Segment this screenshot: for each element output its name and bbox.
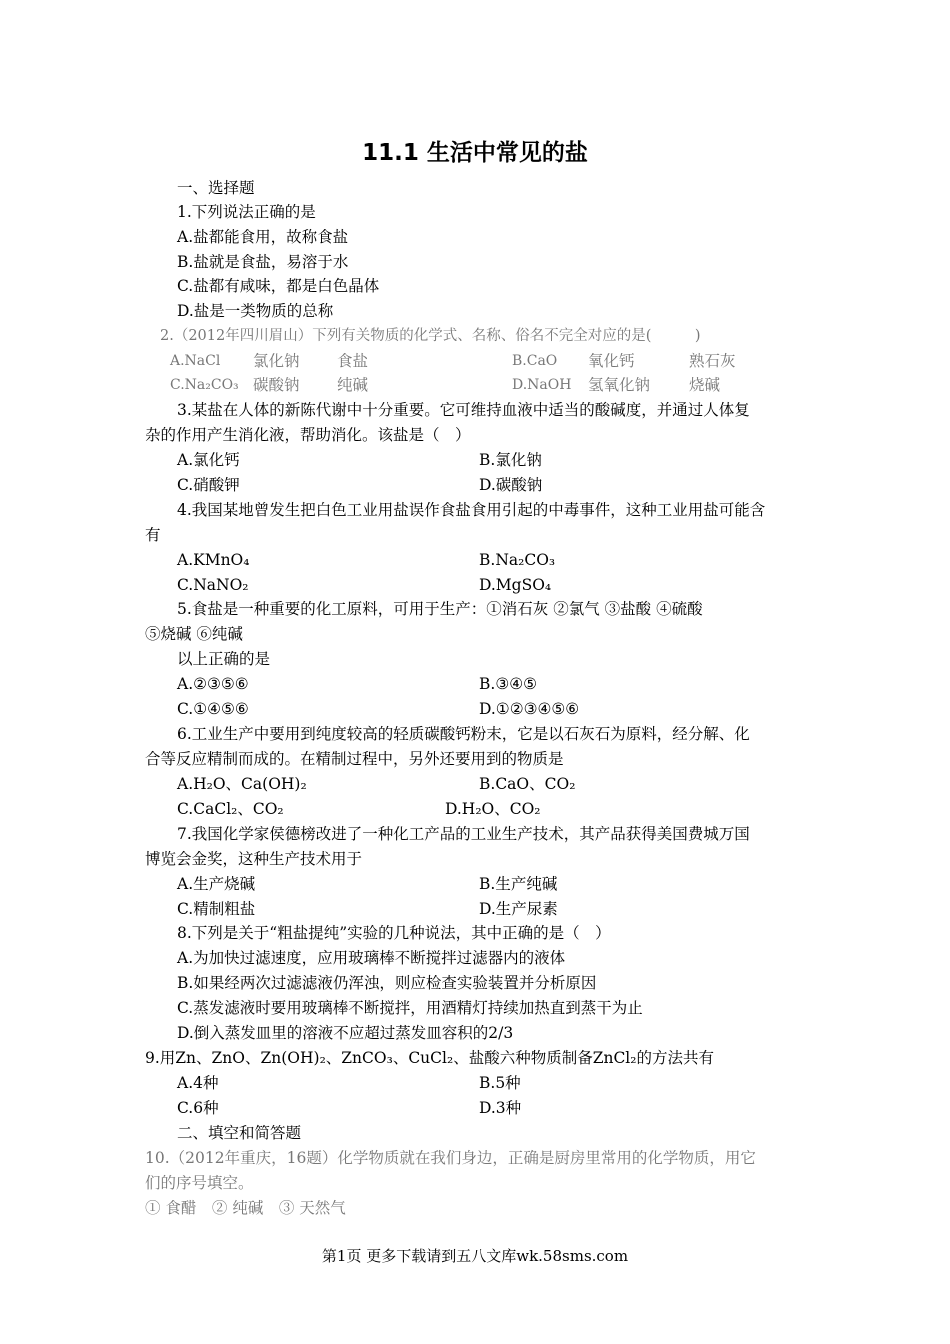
q8-option-d: D.倒入蒸发皿里的溶液不应超过蒸发皿容积的2/3 — [177, 1024, 514, 1042]
q1-option-c: C.盐都有咸味，都是白色晶体 — [177, 277, 380, 295]
q2-option-b-formula: B.CaO — [512, 353, 558, 369]
q5-stem-line1: 5.食盐是一种重要的化工原料，可用于生产：①消石灰 ②氯气 ③盐酸 ④硫酸 — [177, 600, 703, 618]
q1-option-b: B.盐就是食盐，易溶于水 — [177, 253, 349, 271]
q2-option-b-common: 熟石灰 — [689, 352, 736, 370]
q3-option-c: C.硝酸钾 — [177, 476, 240, 494]
q6-option-c: C.CaCl₂、CO₂ — [177, 800, 284, 818]
q6-stem-line2: 合等反应精制而成的。在精制过程中，另外还要用到的物质是 — [145, 750, 564, 768]
q10-stem-line2: 们的序号填空。 — [145, 1174, 254, 1192]
q9-option-c: C.6种 — [177, 1099, 219, 1117]
q4-option-a: A.KMnO₄ — [177, 551, 250, 569]
q2-option-c-name: 碳酸钠 — [253, 376, 300, 394]
q2-option-a-formula: A.NaCl — [170, 353, 221, 369]
q4-option-b: B.Na₂CO₃ — [479, 551, 556, 569]
q2-option-d-name: 氢氧化钠 — [588, 376, 651, 394]
q3-option-b: B.氯化钠 — [479, 451, 542, 469]
q10-stem-line1: 10.（2012年重庆，16题）化学物质就在我们身边，正确是厨房里常用的化学物质，用它 — [145, 1149, 756, 1167]
q2-option-d-formula: D.NaOH — [512, 377, 572, 393]
q1-stem: 1.下列说法正确的是 — [177, 203, 316, 221]
q1-option-a: A.盐都能食用，故称食盐 — [177, 228, 349, 246]
q6-option-a: A.H₂O、Ca(OH)₂ — [177, 775, 307, 793]
q4-stem-line2: 有 — [145, 526, 161, 544]
q6-option-b: B.CaO、CO₂ — [479, 775, 576, 793]
q2-option-a-name: 氯化钠 — [253, 352, 300, 370]
q8-stem: 8.下列是关于“粗盐提纯”实验的几种说法，其中正确的是（ ） — [177, 924, 611, 942]
q2-option-b-name: 氧化钙 — [588, 352, 635, 370]
q3-option-a: A.氯化钙 — [177, 451, 240, 469]
q9-stem: 9.用Zn、ZnO、Zn(OH)₂、ZnCO₃、CuCl₂、盐酸六种物质制备ZnCl₂的方法共有 — [145, 1049, 714, 1067]
q5-option-d: D.①②③④⑤⑥ — [479, 700, 580, 718]
q4-option-d: D.MgSO₄ — [479, 576, 552, 594]
q7-stem-line1: 7.我国化学家侯德榜改进了一种化工产品的工业生产技术，其产品获得美国费城万国 — [177, 825, 750, 843]
q2-stem: 2.（2012年四川眉山）下列有关物质的化学式、名称、俗名不完全对应的是( ) — [160, 328, 701, 344]
q7-stem-line2: 博览会金奖，这种生产技术用于 — [145, 850, 363, 868]
q6-stem-line1: 6.工业生产中要用到纯度较高的轻质碳酸钙粉末，它是以石灰石为原料，经分解、化 — [177, 725, 750, 743]
section-heading-choice: 一、选择题 — [177, 179, 255, 197]
page-title: 11.1 生活中常见的盐 — [362, 140, 588, 166]
q2-option-c-formula: C.Na₂CO₃ — [170, 377, 239, 393]
q3-stem-line1: 3.某盐在人体的新陈代谢中十分重要。它可维持血液中适当的酸碱度，并通过人体复 — [177, 401, 750, 419]
q5-stem-line2: ⑤烧碱 ⑥纯碱 — [145, 625, 243, 643]
section-heading-fill: 二、填空和简答题 — [177, 1124, 302, 1142]
q7-option-b: B.生产纯碱 — [479, 875, 558, 893]
q5-option-b: B.③④⑤ — [479, 675, 538, 693]
q8-option-c: C.蒸发滤液时要用玻璃棒不断搅拌，用酒精灯持续加热直到蒸干为止 — [177, 999, 643, 1017]
q9-option-a: A.4种 — [177, 1074, 219, 1092]
q7-option-a: A.生产烧碱 — [177, 875, 256, 893]
q4-stem-line1: 4.我国某地曾发生把白色工业用盐误作食盐食用引起的中毒事件，这种工业用盐可能含 — [177, 501, 766, 519]
q8-option-b: B.如果经两次过滤滤液仍浑浊，则应检查实验装置并分析原因 — [177, 974, 597, 992]
q6-option-d: D.H₂O、CO₂ — [445, 800, 541, 818]
q9-option-d: D.3种 — [479, 1099, 522, 1117]
q9-option-b: B.5种 — [479, 1074, 521, 1092]
q3-stem-line2: 杂的作用产生消化液，帮助消化。该盐是（ ） — [145, 426, 471, 444]
q8-option-a: A.为加快过滤速度，应用玻璃棒不断搅拌过滤器内的液体 — [177, 949, 566, 967]
q2-option-d-common: 烧碱 — [689, 376, 721, 394]
q10-options: ① 食醋 ② 纯碱 ③ 天然气 — [145, 1199, 346, 1217]
q1-option-d: D.盐是一类物质的总称 — [177, 302, 334, 320]
q5-option-c: C.①④⑤⑥ — [177, 700, 249, 718]
page-footer: 第1页 更多下载请到五八文库wk.58sms.com — [321, 1247, 629, 1265]
q4-option-c: C.NaNO₂ — [177, 576, 249, 594]
q3-option-d: D.碳酸钠 — [479, 476, 543, 494]
q2-option-a-common: 食盐 — [337, 352, 369, 370]
q5-option-a: A.②③⑤⑥ — [177, 675, 249, 693]
q7-option-c: C.精制粗盐 — [177, 900, 256, 918]
q5-stem-line3: 以上正确的是 — [177, 650, 271, 668]
q2-option-c-common: 纯碱 — [337, 376, 369, 394]
q7-option-d: D.生产尿素 — [479, 900, 558, 918]
